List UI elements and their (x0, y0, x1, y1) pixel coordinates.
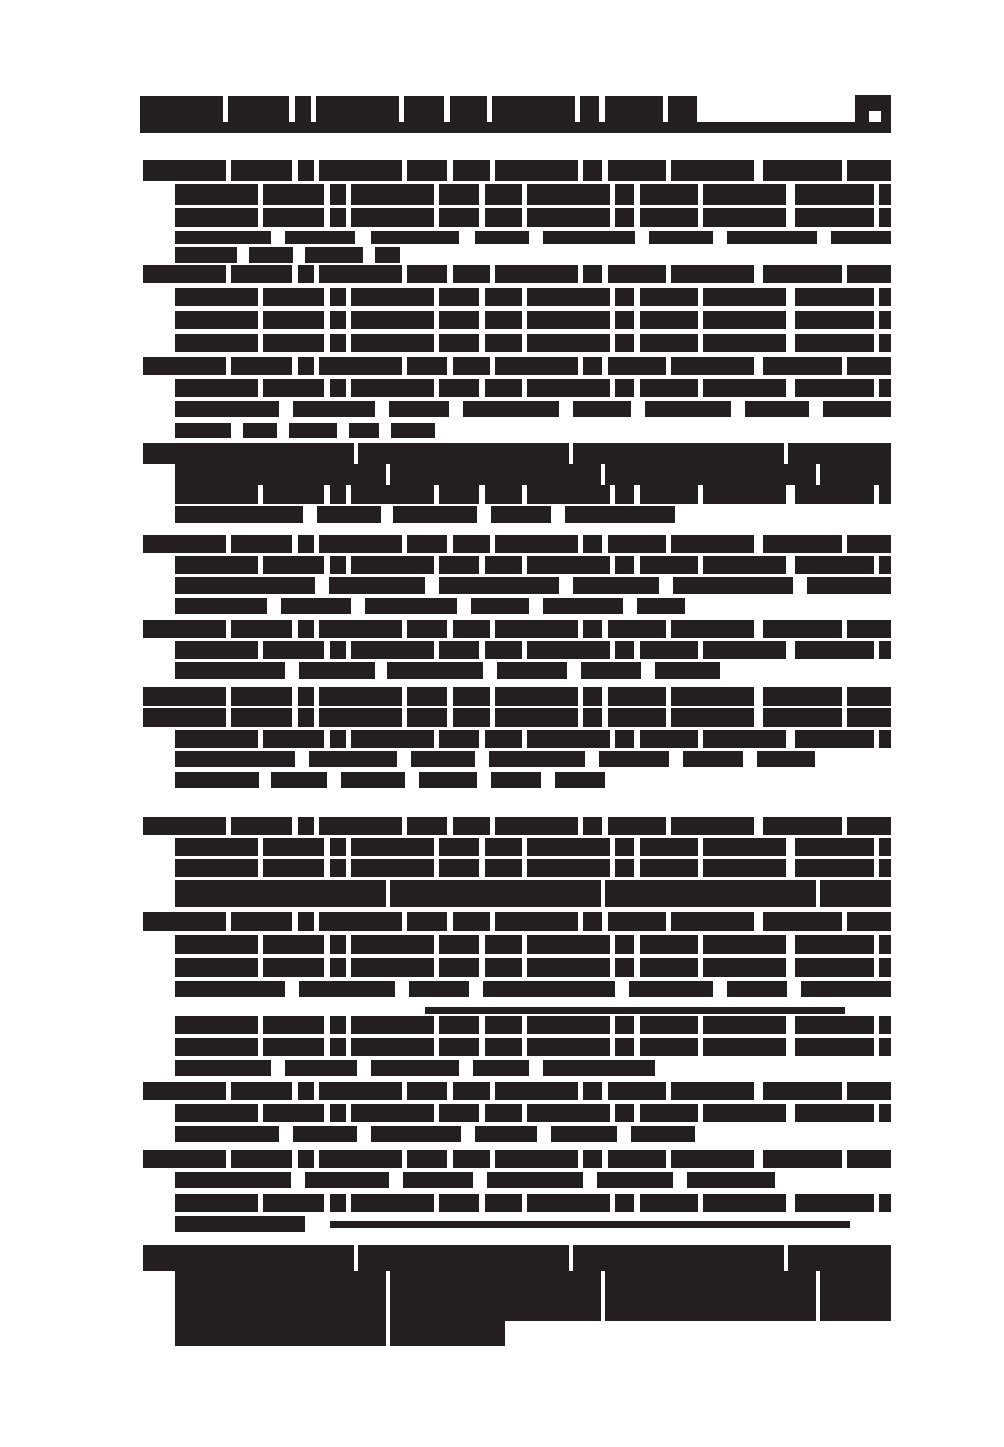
redacted-text-fragment (281, 598, 351, 614)
redacted-text-line (143, 708, 891, 727)
redacted-text-fragment (243, 423, 277, 438)
redacted-text-fragment (249, 247, 293, 263)
redacted-text-fragment (411, 751, 475, 767)
redacted-text-fragment (289, 423, 337, 438)
redacted-text-line (175, 1038, 891, 1056)
redacted-text-fragment (655, 662, 720, 679)
redacted-text-line (143, 265, 891, 283)
redacted-text-fragment (317, 506, 381, 523)
redacted-text-fragment (175, 772, 259, 788)
redacted-text-fragment (409, 981, 469, 997)
redacted-text-fragment (489, 751, 585, 767)
redacted-text-fragment (175, 506, 303, 523)
redacted-text-line (175, 556, 891, 574)
redacted-text-line (175, 935, 891, 954)
redacted-text-fragment (831, 231, 891, 244)
redacted-text-line (175, 208, 891, 227)
page-number-box (855, 95, 891, 133)
redacted-text-fragment (175, 247, 237, 263)
redacted-text-fragment (565, 506, 675, 523)
redacted-text-line (175, 958, 891, 977)
redacted-text-line (143, 443, 891, 464)
redacted-text-fragment (473, 1060, 529, 1076)
redacted-text-line (143, 687, 891, 706)
redacted-text-fragment (597, 1172, 673, 1188)
redacted-text-fragment (293, 401, 375, 417)
redacted-text-fragment (371, 1060, 459, 1076)
redacted-text-fragment (371, 231, 459, 244)
redacted-text-fragment (175, 401, 279, 417)
redacted-text-fragment (175, 751, 295, 767)
redacted-text-fragment (555, 772, 605, 788)
redacted-text-fragment (371, 1126, 461, 1142)
redacted-text-fragment (687, 1172, 775, 1188)
redacted-text-fragment (543, 1060, 655, 1076)
redacted-text-fragment (305, 1172, 389, 1188)
redacted-text-fragment (757, 751, 815, 767)
redacted-text-fragment (175, 981, 285, 997)
redacted-text-line (175, 880, 891, 907)
redacted-text-fragment (573, 401, 631, 417)
redacted-text-line (175, 184, 891, 205)
redacted-text-fragment (419, 772, 477, 788)
redacted-text-fragment (309, 751, 397, 767)
redacted-text-fragment (285, 231, 355, 244)
redacted-text-fragment (349, 423, 379, 438)
redacted-text-fragment (403, 1172, 473, 1188)
redacted-text-line (143, 357, 891, 375)
redacted-text-fragment (175, 1126, 279, 1142)
redacted-text-line (143, 817, 891, 835)
redacted-text-line (175, 1271, 891, 1296)
redacted-text-line (143, 1245, 891, 1271)
redacted-text-fragment (299, 981, 395, 997)
redacted-text-fragment (543, 231, 635, 244)
redacted-text-line (175, 730, 891, 748)
redacted-text-fragment (475, 231, 529, 244)
redacted-text-line (143, 912, 891, 931)
redacted-text-fragment (745, 401, 809, 417)
redacted-text-line (175, 1104, 891, 1122)
redacted-text-fragment (387, 662, 483, 679)
redacted-text-line (143, 535, 891, 553)
redacted-text-line (175, 485, 891, 504)
redacted-text-fragment (365, 598, 457, 614)
redacted-text-fragment (543, 598, 623, 614)
redacted-text-line (175, 1321, 505, 1346)
redacted-text-fragment (487, 1172, 583, 1188)
thin-rule-line (425, 1007, 845, 1014)
redacted-text-fragment (271, 772, 327, 788)
redacted-text-line (175, 641, 891, 659)
redacted-text-line (175, 334, 891, 352)
redacted-text-fragment (439, 577, 559, 594)
redacted-text-fragment (573, 577, 659, 594)
redacted-text-fragment (389, 401, 449, 417)
redacted-text-fragment (497, 662, 567, 679)
redacted-text-fragment (175, 598, 267, 614)
redacted-text-fragment (293, 1126, 357, 1142)
redacted-text-fragment (683, 751, 743, 767)
redacted-text-line (143, 1082, 891, 1100)
redacted-text-fragment (175, 1216, 305, 1232)
redacted-text-line (143, 160, 891, 181)
redacted-text-fragment (175, 1172, 291, 1188)
redacted-text-line (143, 1150, 891, 1168)
thin-rule-line (330, 1221, 850, 1228)
redacted-text-fragment (727, 231, 817, 244)
redacted-text-line (175, 464, 891, 485)
redacted-text-fragment (629, 981, 713, 997)
redacted-text-fragment (599, 751, 669, 767)
header-rule (140, 122, 889, 133)
redacted-text-line (143, 620, 891, 638)
redacted-text-fragment (175, 577, 315, 594)
redacted-text-line (175, 859, 891, 877)
redacted-text-fragment (341, 772, 405, 788)
redacted-text-fragment (375, 247, 400, 263)
redacted-text-line (175, 1016, 891, 1034)
redacted-text-fragment (673, 577, 793, 594)
redacted-text-fragment (483, 981, 615, 997)
redacted-text-fragment (175, 423, 231, 438)
redacted-text-fragment (801, 981, 891, 997)
redacted-text-fragment (823, 401, 891, 417)
redacted-text-fragment (807, 577, 891, 594)
redacted-text-fragment (299, 662, 375, 679)
redacted-text-fragment (727, 981, 787, 997)
page-number-glyph-notch (869, 111, 881, 122)
redacted-text-fragment (475, 1126, 537, 1142)
redacted-text-line (175, 311, 891, 329)
redacted-text-fragment (581, 662, 641, 679)
redacted-text-fragment (391, 423, 435, 438)
redacted-text-line (175, 838, 891, 856)
redacted-text-fragment (491, 506, 551, 523)
redacted-text-line (175, 379, 891, 397)
redacted-text-fragment (471, 598, 529, 614)
redacted-text-fragment (491, 772, 541, 788)
redacted-text-fragment (551, 1126, 617, 1142)
redacted-text-fragment (285, 1060, 357, 1076)
redacted-text-fragment (175, 1060, 271, 1076)
redacted-text-fragment (637, 598, 685, 614)
redacted-text-fragment (631, 1126, 695, 1142)
redacted-text-fragment (393, 506, 477, 523)
redacted-text-fragment (175, 231, 271, 244)
running-head-title-redacted (140, 96, 697, 122)
redacted-text-line (175, 1194, 891, 1212)
redacted-text-line (175, 1296, 891, 1321)
redacted-text-fragment (175, 662, 285, 679)
redacted-text-fragment (649, 231, 713, 244)
redacted-text-fragment (305, 247, 363, 263)
redacted-text-line (175, 288, 891, 306)
redacted-text-fragment (645, 401, 731, 417)
redacted-text-fragment (463, 401, 559, 417)
redacted-text-fragment (329, 577, 425, 594)
